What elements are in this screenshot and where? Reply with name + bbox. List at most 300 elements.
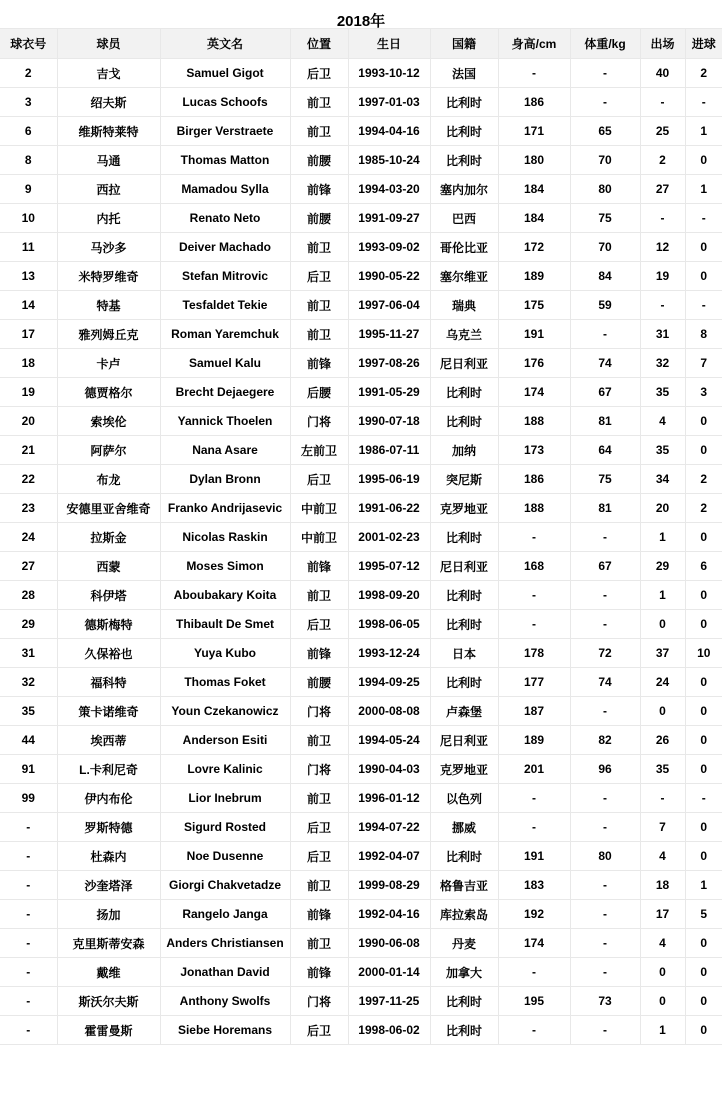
table-cell: - xyxy=(570,320,640,349)
table-cell: 4 xyxy=(640,929,685,958)
table-cell: 比利时 xyxy=(430,581,498,610)
table-cell: 191 xyxy=(498,320,570,349)
table-cell: 24 xyxy=(640,668,685,697)
table-cell: 1994-04-16 xyxy=(348,117,430,146)
table-cell: 40 xyxy=(640,59,685,88)
table-cell: 0 xyxy=(640,610,685,639)
table-cell: 前腰 xyxy=(290,668,348,697)
table-cell: Roman Yaremchuk xyxy=(160,320,290,349)
table-cell: 0 xyxy=(685,755,722,784)
table-cell: 4 xyxy=(640,842,685,871)
table-cell: 81 xyxy=(570,494,640,523)
table-cell: 0 xyxy=(685,958,722,987)
table-cell: - xyxy=(640,784,685,813)
table-cell: - xyxy=(570,59,640,88)
table-cell: 13 xyxy=(0,262,57,291)
table-row xyxy=(0,639,722,668)
table-cell: - xyxy=(570,958,640,987)
table-cell: 32 xyxy=(0,668,57,697)
table-cell: - xyxy=(685,204,722,233)
table-row xyxy=(0,523,722,552)
table-cell: 82 xyxy=(570,726,640,755)
table-cell: 27 xyxy=(640,175,685,204)
table-row xyxy=(0,958,722,987)
table-cell: Giorgi Chakvetadze xyxy=(160,871,290,900)
table-cell: 0 xyxy=(685,668,722,697)
table-cell: 75 xyxy=(570,465,640,494)
table-cell: 阿萨尔 xyxy=(57,436,160,465)
column-header: 英文名 xyxy=(160,29,290,59)
table-cell: 70 xyxy=(570,233,640,262)
table-cell: Nana Asare xyxy=(160,436,290,465)
table-row xyxy=(0,204,722,233)
table-cell: - xyxy=(570,929,640,958)
table-cell: 门将 xyxy=(290,987,348,1016)
table-cell: 1992-04-07 xyxy=(348,842,430,871)
table-cell: 塞内加尔 xyxy=(430,175,498,204)
table-cell: 75 xyxy=(570,204,640,233)
table-cell: Lovre Kalinic xyxy=(160,755,290,784)
table-row xyxy=(0,813,722,842)
table-cell: 雅列姆丘克 xyxy=(57,320,160,349)
table-cell: 81 xyxy=(570,407,640,436)
table-cell: Mamadou Sylla xyxy=(160,175,290,204)
table-row xyxy=(0,494,722,523)
table-cell: 1990-06-08 xyxy=(348,929,430,958)
table-cell: 1998-06-05 xyxy=(348,610,430,639)
table-cell: 2000-01-14 xyxy=(348,958,430,987)
table-cell: 后卫 xyxy=(290,610,348,639)
table-cell: 比利时 xyxy=(430,378,498,407)
table-cell: 左前卫 xyxy=(290,436,348,465)
table-row xyxy=(0,291,722,320)
table-cell: 前卫 xyxy=(290,726,348,755)
table-cell: 35 xyxy=(640,755,685,784)
table-cell: 1997-06-04 xyxy=(348,291,430,320)
table-cell: 德贾格尔 xyxy=(57,378,160,407)
table-cell: 马通 xyxy=(57,146,160,175)
table-cell: 1996-01-12 xyxy=(348,784,430,813)
table-cell: 11 xyxy=(0,233,57,262)
table-cell: 80 xyxy=(570,842,640,871)
table-cell: 杜森内 xyxy=(57,842,160,871)
table-cell: 28 xyxy=(0,581,57,610)
table-cell: Youn Czekanowicz xyxy=(160,697,290,726)
table-cell: 格鲁吉亚 xyxy=(430,871,498,900)
table-cell: 门将 xyxy=(290,755,348,784)
table-cell: 191 xyxy=(498,842,570,871)
table-cell: 172 xyxy=(498,233,570,262)
table-cell: Sigurd Rosted xyxy=(160,813,290,842)
table-cell: 突尼斯 xyxy=(430,465,498,494)
table-row xyxy=(0,262,722,291)
table-cell: 6 xyxy=(0,117,57,146)
table-cell: 中前卫 xyxy=(290,523,348,552)
table-cell: 21 xyxy=(0,436,57,465)
table-cell: 178 xyxy=(498,639,570,668)
table-cell: - xyxy=(0,842,57,871)
table-row xyxy=(0,1016,722,1045)
table-cell: 尼日利亚 xyxy=(430,552,498,581)
table-cell: Rangelo Janga xyxy=(160,900,290,929)
table-cell: 8 xyxy=(685,320,722,349)
table-cell: L.卡利尼奇 xyxy=(57,755,160,784)
table-cell: 加纳 xyxy=(430,436,498,465)
table-cell: 挪威 xyxy=(430,813,498,842)
table-cell: 0 xyxy=(685,146,722,175)
table-cell: - xyxy=(498,523,570,552)
table-cell: 2 xyxy=(0,59,57,88)
table-cell: 前卫 xyxy=(290,581,348,610)
table-cell: - xyxy=(0,929,57,958)
table-cell: 后卫 xyxy=(290,813,348,842)
table-cell: - xyxy=(498,610,570,639)
table-cell: 内托 xyxy=(57,204,160,233)
table-cell: 174 xyxy=(498,378,570,407)
table-cell: 195 xyxy=(498,987,570,1016)
table-cell: Stefan Mitrovic xyxy=(160,262,290,291)
table-cell: 1 xyxy=(685,175,722,204)
table-cell: - xyxy=(570,581,640,610)
table-cell: 巴西 xyxy=(430,204,498,233)
table-row xyxy=(0,117,722,146)
table-cell: 丹麦 xyxy=(430,929,498,958)
table-cell: 17 xyxy=(640,900,685,929)
table-row xyxy=(0,697,722,726)
table-row xyxy=(0,987,722,1016)
table-row xyxy=(0,320,722,349)
table-cell: - xyxy=(498,581,570,610)
table-cell: 后卫 xyxy=(290,262,348,291)
table-cell: - xyxy=(640,204,685,233)
table-cell: Renato Neto xyxy=(160,204,290,233)
table-cell: 64 xyxy=(570,436,640,465)
table-cell: 1997-11-25 xyxy=(348,987,430,1016)
table-cell: 27 xyxy=(0,552,57,581)
table-row xyxy=(0,581,722,610)
table-cell: - xyxy=(0,958,57,987)
table-cell: 戴维 xyxy=(57,958,160,987)
table-cell: 后卫 xyxy=(290,842,348,871)
table-row xyxy=(0,900,722,929)
table-cell: 比利时 xyxy=(430,88,498,117)
column-header: 身高/cm xyxy=(498,29,570,59)
table-cell: - xyxy=(0,987,57,1016)
table-cell: Moses Simon xyxy=(160,552,290,581)
table-cell: 0 xyxy=(685,726,722,755)
table-cell: Thomas Matton xyxy=(160,146,290,175)
table-cell: - xyxy=(498,784,570,813)
table-cell: 1985-10-24 xyxy=(348,146,430,175)
table-cell: - xyxy=(640,88,685,117)
table-row xyxy=(0,668,722,697)
table-cell: 以色列 xyxy=(430,784,498,813)
table-cell: 1986-07-11 xyxy=(348,436,430,465)
table-cell: 188 xyxy=(498,407,570,436)
player-stats-table xyxy=(0,28,722,1045)
table-cell: - xyxy=(570,813,640,842)
table-cell: 1994-09-25 xyxy=(348,668,430,697)
table-cell: 策卡诺维奇 xyxy=(57,697,160,726)
table-cell: 20 xyxy=(0,407,57,436)
table-cell: 法国 xyxy=(430,59,498,88)
table-cell: 前锋 xyxy=(290,639,348,668)
table-cell: 德斯梅特 xyxy=(57,610,160,639)
table-cell: - xyxy=(640,291,685,320)
table-cell: 4 xyxy=(640,407,685,436)
table-cell: - xyxy=(570,610,640,639)
table-cell: 0 xyxy=(685,407,722,436)
table-cell: - xyxy=(570,784,640,813)
table-row xyxy=(0,755,722,784)
table-cell: 23 xyxy=(0,494,57,523)
table-cell: - xyxy=(685,291,722,320)
table-row xyxy=(0,929,722,958)
table-cell: 哥伦比亚 xyxy=(430,233,498,262)
table-cell: 克里斯蒂安森 xyxy=(57,929,160,958)
table-cell: 1995-06-19 xyxy=(348,465,430,494)
table-cell: 1990-04-03 xyxy=(348,755,430,784)
column-header: 球衣号 xyxy=(0,29,57,59)
table-cell: 乌克兰 xyxy=(430,320,498,349)
table-cell: - xyxy=(685,784,722,813)
table-cell: 0 xyxy=(685,813,722,842)
table-cell: 2001-02-23 xyxy=(348,523,430,552)
table-cell: 马沙多 xyxy=(57,233,160,262)
table-cell: 0 xyxy=(685,697,722,726)
table-cell: - xyxy=(0,1016,57,1045)
table-cell: 2 xyxy=(685,494,722,523)
table-cell: Nicolas Raskin xyxy=(160,523,290,552)
table-cell: Aboubakary Koita xyxy=(160,581,290,610)
table-cell: 1 xyxy=(640,581,685,610)
table-cell: 72 xyxy=(570,639,640,668)
table-cell: 前锋 xyxy=(290,349,348,378)
table-cell: 前卫 xyxy=(290,871,348,900)
table-cell: 186 xyxy=(498,88,570,117)
table-cell: 99 xyxy=(0,784,57,813)
table-cell: 91 xyxy=(0,755,57,784)
table-cell: 44 xyxy=(0,726,57,755)
table-cell: 10 xyxy=(0,204,57,233)
table-cell: 尼日利亚 xyxy=(430,726,498,755)
table-cell: 绍夫斯 xyxy=(57,88,160,117)
table-cell: 扬加 xyxy=(57,900,160,929)
table-cell: 霍雷曼斯 xyxy=(57,1016,160,1045)
table-header-row xyxy=(0,29,722,59)
table-cell: 伊内布伦 xyxy=(57,784,160,813)
table-row xyxy=(0,726,722,755)
table-cell: 180 xyxy=(498,146,570,175)
table-cell: 前锋 xyxy=(290,552,348,581)
table-cell: 0 xyxy=(685,436,722,465)
table-cell: 比利时 xyxy=(430,842,498,871)
table-cell: 74 xyxy=(570,349,640,378)
table-cell: 瑞典 xyxy=(430,291,498,320)
table-cell: 西蒙 xyxy=(57,552,160,581)
table-row xyxy=(0,378,722,407)
table-row xyxy=(0,59,722,88)
table-cell: 斯沃尔夫斯 xyxy=(57,987,160,1016)
table-row xyxy=(0,871,722,900)
table-cell: 3 xyxy=(0,88,57,117)
table-cell: Anderson Esiti xyxy=(160,726,290,755)
table-cell: 卡卢 xyxy=(57,349,160,378)
table-cell: 1995-11-27 xyxy=(348,320,430,349)
column-header: 国籍 xyxy=(430,29,498,59)
table-cell: 22 xyxy=(0,465,57,494)
table-cell: 前锋 xyxy=(290,900,348,929)
table-cell: 1991-06-22 xyxy=(348,494,430,523)
table-row xyxy=(0,436,722,465)
table-cell: - xyxy=(0,871,57,900)
table-cell: 安德里亚舍维奇 xyxy=(57,494,160,523)
table-cell: 187 xyxy=(498,697,570,726)
table-row xyxy=(0,610,722,639)
table-cell: 1992-04-16 xyxy=(348,900,430,929)
column-header: 生日 xyxy=(348,29,430,59)
table-row xyxy=(0,88,722,117)
table-cell: 7 xyxy=(685,349,722,378)
table-cell: 0 xyxy=(685,610,722,639)
table-cell: 174 xyxy=(498,929,570,958)
table-cell: 米特罗维奇 xyxy=(57,262,160,291)
table-cell: 科伊塔 xyxy=(57,581,160,610)
table-cell: Yuya Kubo xyxy=(160,639,290,668)
table-cell: 186 xyxy=(498,465,570,494)
table-cell: 拉斯金 xyxy=(57,523,160,552)
table-cell: 34 xyxy=(640,465,685,494)
table-cell: 25 xyxy=(640,117,685,146)
table-cell: 35 xyxy=(640,436,685,465)
table-cell: - xyxy=(570,871,640,900)
table-cell: 卢森堡 xyxy=(430,697,498,726)
table-cell: 29 xyxy=(640,552,685,581)
table-cell: 0 xyxy=(685,842,722,871)
table-cell: 189 xyxy=(498,262,570,291)
table-cell: Jonathan David xyxy=(160,958,290,987)
table-cell: 2 xyxy=(685,59,722,88)
page-title: 2018年 xyxy=(336,13,386,30)
table-cell: 0 xyxy=(685,929,722,958)
table-cell: 35 xyxy=(0,697,57,726)
table-cell: 24 xyxy=(0,523,57,552)
table-cell: 吉戈 xyxy=(57,59,160,88)
table-cell: 1999-08-29 xyxy=(348,871,430,900)
table-row xyxy=(0,552,722,581)
table-cell: 后卫 xyxy=(290,465,348,494)
table-body xyxy=(0,59,722,1045)
table-cell: - xyxy=(570,1016,640,1045)
table-cell: 前腰 xyxy=(290,146,348,175)
table-cell: 0 xyxy=(640,958,685,987)
table-cell: 168 xyxy=(498,552,570,581)
table-cell: Franko Andrijasevic xyxy=(160,494,290,523)
table-cell: 比利时 xyxy=(430,146,498,175)
table-cell: 前腰 xyxy=(290,204,348,233)
table-cell: 1998-09-20 xyxy=(348,581,430,610)
table-cell: 前锋 xyxy=(290,958,348,987)
table-cell: 184 xyxy=(498,204,570,233)
table-cell: 1995-07-12 xyxy=(348,552,430,581)
column-header: 位置 xyxy=(290,29,348,59)
table-cell: 173 xyxy=(498,436,570,465)
table-cell: 后卫 xyxy=(290,59,348,88)
table-cell: 克罗地亚 xyxy=(430,755,498,784)
table-cell: 前卫 xyxy=(290,117,348,146)
table-cell: 0 xyxy=(685,581,722,610)
table-cell: 中前卫 xyxy=(290,494,348,523)
table-cell: 2 xyxy=(685,465,722,494)
table-cell: 67 xyxy=(570,552,640,581)
table-row xyxy=(0,407,722,436)
table-cell: - xyxy=(570,900,640,929)
table-cell: Yannick Thoelen xyxy=(160,407,290,436)
table-cell: 塞尔维亚 xyxy=(430,262,498,291)
table-cell: 1994-07-22 xyxy=(348,813,430,842)
table-row xyxy=(0,146,722,175)
table-row xyxy=(0,784,722,813)
table-cell: 26 xyxy=(640,726,685,755)
table-cell: 前卫 xyxy=(290,784,348,813)
table-row xyxy=(0,175,722,204)
table-cell: 前卫 xyxy=(290,320,348,349)
column-header: 出场 xyxy=(640,29,685,59)
table-cell: 1 xyxy=(640,523,685,552)
table-cell: 14 xyxy=(0,291,57,320)
table-cell: 37 xyxy=(640,639,685,668)
table-cell: 0 xyxy=(685,233,722,262)
table-cell: 175 xyxy=(498,291,570,320)
table-cell: 1994-03-20 xyxy=(348,175,430,204)
table-cell: - xyxy=(498,1016,570,1045)
table-cell: 1991-09-27 xyxy=(348,204,430,233)
table-cell: 177 xyxy=(498,668,570,697)
table-cell: 1997-01-03 xyxy=(348,88,430,117)
table-cell: 183 xyxy=(498,871,570,900)
table-cell: 19 xyxy=(640,262,685,291)
table-cell: Noe Dusenne xyxy=(160,842,290,871)
table-cell: 7 xyxy=(640,813,685,842)
table-cell: Anders Christiansen xyxy=(160,929,290,958)
table-cell: 1998-06-02 xyxy=(348,1016,430,1045)
table-row xyxy=(0,233,722,262)
table-cell: 布龙 xyxy=(57,465,160,494)
table-cell: - xyxy=(498,958,570,987)
table-cell: 比利时 xyxy=(430,1016,498,1045)
table-cell: 前卫 xyxy=(290,929,348,958)
table-cell: 1993-10-12 xyxy=(348,59,430,88)
table-cell: 73 xyxy=(570,987,640,1016)
table-cell: Lucas Schoofs xyxy=(160,88,290,117)
table-cell: Thomas Foket xyxy=(160,668,290,697)
table-cell: 1 xyxy=(640,1016,685,1045)
table-cell: 12 xyxy=(640,233,685,262)
table-cell: Thibault De Smet xyxy=(160,610,290,639)
table-cell: 尼日利亚 xyxy=(430,349,498,378)
table-cell: 门将 xyxy=(290,697,348,726)
table-cell: 沙奎塔泽 xyxy=(57,871,160,900)
table-cell: 80 xyxy=(570,175,640,204)
table-cell: 1 xyxy=(685,117,722,146)
table-cell: Dylan Bronn xyxy=(160,465,290,494)
table-row xyxy=(0,465,722,494)
table-cell: 比利时 xyxy=(430,610,498,639)
table-cell: 埃西蒂 xyxy=(57,726,160,755)
table-cell: 171 xyxy=(498,117,570,146)
table-cell: 188 xyxy=(498,494,570,523)
column-header: 进球 xyxy=(685,29,722,59)
